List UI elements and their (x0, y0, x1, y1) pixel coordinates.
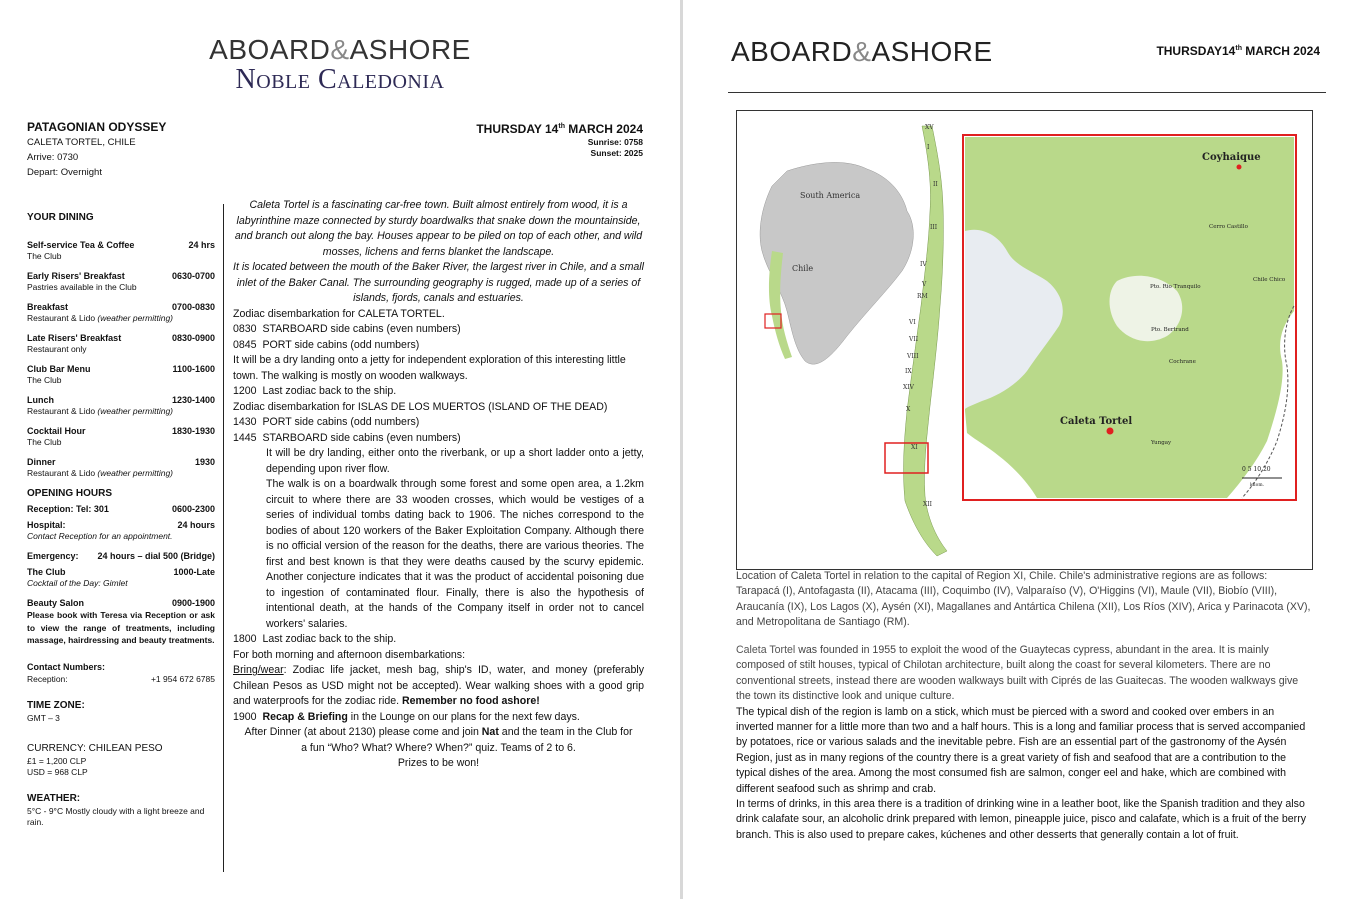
currency-gbp: £1 = 1,200 CLP (27, 755, 87, 766)
beauty-note: Please book with Teresa via Reception or ask to view the range of treatments, including massage, hairdressing and beauty treatments. (27, 610, 215, 645)
place-chile-chico: Chile Chico (1253, 277, 1286, 283)
dining-item: Self-service Tea & Coffee 24 hrs (27, 240, 215, 250)
am-line-2: 0845 PORT side cabins (odd numbers) (233, 338, 420, 351)
reception-row: Reception: Tel: 301 0600-2300 (27, 504, 215, 514)
place-cochrane: Cochrane (1169, 359, 1196, 365)
region-label: XI (911, 444, 918, 451)
dining-item: Breakfast 0700-0830 (27, 302, 215, 312)
location-map (736, 110, 1313, 570)
dining-item: Early Risers' Breakfast 0630-0700 (27, 271, 215, 281)
map-scale: 0 5 10 20 (1242, 466, 1271, 473)
place-coyhaique: Coyhaique (1202, 152, 1261, 163)
map-svg (737, 111, 1312, 569)
page-right (683, 0, 1360, 899)
weather-value: 5°C - 9°C Mostly cloudy with a light breeze and rain. (27, 805, 205, 827)
club-note: Cocktail of the Day: Gimlet (27, 578, 128, 588)
currency-heading: CURRENCY: CHILEAN PESO (27, 742, 163, 754)
club-row: The Club 1000-Late (27, 567, 215, 577)
pm-heading: Zodiac disembarkation for ISLAS DE LOS MUERTOS (ISLAND OF THE DEAD) (233, 400, 608, 413)
region-label: V (922, 281, 927, 288)
weather-heading: WEATHER: (27, 792, 81, 804)
label-south-america: South America (800, 191, 861, 200)
depart-time: Depart: Overnight (27, 167, 102, 178)
dot-caleta-tortel (1107, 428, 1114, 435)
dining-location: Restaurant & Lido (weather permitting) (27, 406, 174, 416)
region-label: VII (909, 336, 919, 343)
contact-row: Reception: +1 954 672 6785 (27, 673, 215, 684)
region-label: VI (909, 319, 916, 326)
map-scale-unit: kilom. (1250, 483, 1265, 488)
dining-location: The Club (27, 437, 62, 447)
dining-item: Dinner 1930 (27, 457, 215, 467)
bring-wear: Bring/wear: Zodiac life jacket, mesh bag, ship's ID, water, and money (preferably Chilean Pesos as USD might not be accepted). Wear walking shoes with a good grip and waterproofs for the zodiac ride. Remember no food ashore! (233, 664, 644, 707)
voyage-name: PATAGONIAN ODYSSEY (27, 120, 167, 134)
dining-item: Late Risers' Breakfast 0830-0900 (27, 333, 215, 343)
dining-location: The Club (27, 375, 62, 385)
arrive-time: Arrive: 0730 (27, 152, 79, 163)
dining-location: Pastries available in the Club (27, 282, 137, 292)
date-block (476, 119, 643, 159)
sunrise: Sunrise: 0758 (587, 137, 643, 147)
hospital-row: Hospital: 24 hours (27, 520, 215, 530)
place-bertrand: Pto. Bertrand (1151, 327, 1189, 333)
region-label: IV (920, 261, 927, 268)
pm-last: 1800 Last zodiac back to the ship. (233, 633, 397, 645)
place-caleta-tortel: Caleta Tortel (1060, 416, 1133, 427)
brand-logo: ABOARD&ASHORE (209, 34, 471, 65)
am-text: It will be a dry landing onto a jetty for independent exploration of this interesting little town. The walking is mostly on wooden walkways. (233, 354, 626, 382)
am-last: 1200 Last zodiac back to the ship. (233, 385, 397, 397)
region-label: XII (923, 501, 933, 508)
pm-line-2: 1445 STARBOARD side cabins (even numbers) (233, 431, 461, 444)
am-heading: Zodiac disembarkation for CALETA TORTEL. (233, 307, 445, 320)
about-section (736, 643, 1311, 843)
region-label: I (927, 144, 930, 151)
label-chile: Chile (792, 264, 814, 273)
pm-text-1: It will be dry landing, either onto the riverbank, or up a short ladder onto a jetty, depending upon river flow. (266, 447, 644, 475)
place-cerro-castillo: Cerro Castillo (1209, 224, 1248, 230)
pm-text-2: The walk is on a boardwalk through some forest and some open area, a 1.2km circuit to where there are 33 wooden crosses, which would be vestiges of a series of individual tombs dating back to 1906. The niches correspond to the bodies of about 120 workers of the Baker Exploitation Company. Although there is no official version of the reason for the deaths, there are various theories. The first and best known is that they were deaths caused by the scurvy epidemic. Another conjecture indicates that it was the product of accidental poisoning due to ingestion of contaminated flour. Finally, there is also the hypothesis of intentional death, at the hands of the Company itself in order not to cancel workers' salaries. (266, 478, 644, 630)
company-logo: Noble Caledonia (235, 64, 445, 95)
currency-usd: USD = 968 CLP (27, 766, 88, 777)
contact-heading: Contact Numbers: (27, 661, 106, 672)
region-label: III (930, 224, 938, 231)
place-yungay: Yungay (1151, 440, 1172, 446)
region-label: RM (917, 293, 928, 300)
timezone-value: GMT – 3 (27, 712, 60, 723)
about-p2: The typical dish of the region is lamb on a stick, which must be pierced with a sword and cooked over embers in an inverted manner for a little more than two and a half hours. This is a long and familiar process that is served accompanied by potatoes, rice or various salads and the inevitable pebre. Fish are an essential part of the gastronomy of the Aysén Region, just as in many regions of the country there is a great variety of fish and seafood that are a contribution to the typical dishes of the area. Among the most consumed fish are salmon, conger eel and hake, which are combined with different seafood such as shrimp and crab. (736, 705, 1306, 795)
header-rule (728, 92, 1326, 93)
intro-paragraph-2: It is located between the mouth of the Baker River, the largest river in Chile, and a small inlet of the Baker Canal. The surrounding geography is rugged, made up of a series of islands, fjords, canals and estuaries. (233, 261, 645, 304)
region-label: X (906, 406, 911, 413)
pm-line-1: 1430 PORT side cabins (odd numbers) (233, 416, 420, 428)
dining-list (27, 239, 215, 479)
dining-item: Cocktail Hour 1830-1930 (27, 426, 215, 436)
voyage-place: CALETA TORTEL, CHILE (27, 137, 136, 148)
main-column (233, 198, 644, 772)
dining-location: Restaurant & Lido (weather permitting) (27, 468, 174, 478)
recap: 1900 Recap & Briefing in the Lounge on our plans for the next few days. (233, 710, 580, 723)
dining-heading: YOUR DINING (27, 212, 94, 223)
am-line-1: 0830 STARBOARD side cabins (even numbers) (233, 323, 461, 335)
voyage-info (27, 119, 166, 180)
date-heading-2: THURSDAY14th MARCH 2024 (1156, 44, 1320, 58)
emergency-row: Emergency: 24 hours – dial 500 (Bridge) (27, 551, 215, 561)
dining-item: Club Bar Menu 1100-1600 (27, 364, 215, 374)
intro-paragraph: Caleta Tortel is a fascinating car-free town. Built almost entirely from wood, it is a labyrinthine maze connected by sturdy boardwalks that snake down the mountainside, and branch out along the bay. Houses appear to be piled on top of each other, and wild mosses, lichens and ferns blanket the landscape. (234, 199, 643, 258)
region-label: VIII (907, 353, 919, 360)
dining-location: Restaurant only (27, 344, 87, 354)
sidebar (27, 207, 215, 828)
region-label: XIV (903, 384, 914, 391)
date-heading: THURSDAY 14th MARCH 2024 (476, 122, 643, 136)
map-caption: Location of Caleta Tortel in relation to the capital of Region XI, Chile. Chile's administrative regions are as follows: Tarapacá (I), Antofagasta (II), Atacama (III), Coquimbo (IV), Valparaíso (V), O'Higgins (VI), Maule (VII), Biobío (VIII), Araucanía (IX), Los Lagos (X), Aysén (XI), Magallanes and Antártica Chilena (XII), Los Ríos (XIV), Arica y Parinacota (XV), and Metropolitana de Santiago (RM). (736, 570, 1311, 629)
opening-heading: OPENING HOURS (27, 488, 113, 499)
dining-item: Lunch 1230-1400 (27, 395, 215, 405)
timezone-heading: TIME ZONE: (27, 699, 85, 711)
about-p3: In terms of drinks, in this area there is a tradition of drinking wine in a leather boot, like the Spanish tradition and they also drink calafate sour, an alcoholic drink prepared with lemon, pineapple juice, pisco and calafate, which is a fruit of the berry branch. This is also used to prepare cakes, kúchenes and other desserts that generally contain a lot of fruit. (736, 798, 1307, 841)
dining-location: Restaurant & Lido (weather permitting) (27, 313, 174, 323)
hospital-note: Contact Reception for an appointment. (27, 531, 173, 541)
about-p1: Caleta Tortel was founded in 1955 to exploit the wood of the Guaytecas cypress, abundant in the area. It is mainly composed of stilt houses, typical of Chilotan architecture, built along the coast for several kilometers. There are no conventional streets, instead there are wooden walkways built with Ciprés de las Guaitecas. The wooden walkways give the town its distinctive look and unique culture. (736, 644, 1299, 703)
both-heading: For both morning and afternoon disembarkations: (233, 648, 466, 661)
region-label: XV (925, 124, 934, 131)
column-divider (223, 204, 224, 872)
quiz: After Dinner (at about 2130) please come and join Nat and the team in the Club for a fun “Who? What? Where? When?” quiz. Teams of 2 to 6. Prizes to be won! (244, 726, 633, 769)
sunset: Sunset: 2025 (590, 148, 643, 158)
dot-coyhaique (1237, 165, 1242, 170)
region-label: IX (905, 368, 912, 375)
place-rio-tranquilo: Pto. Rio Tranquilo (1150, 284, 1201, 290)
region-label: II (933, 181, 938, 188)
beauty-row: Beauty Salon 0900-1900 (27, 598, 215, 608)
brand-logo-2: ABOARD&ASHORE (731, 36, 993, 67)
dining-location: The Club (27, 251, 62, 261)
